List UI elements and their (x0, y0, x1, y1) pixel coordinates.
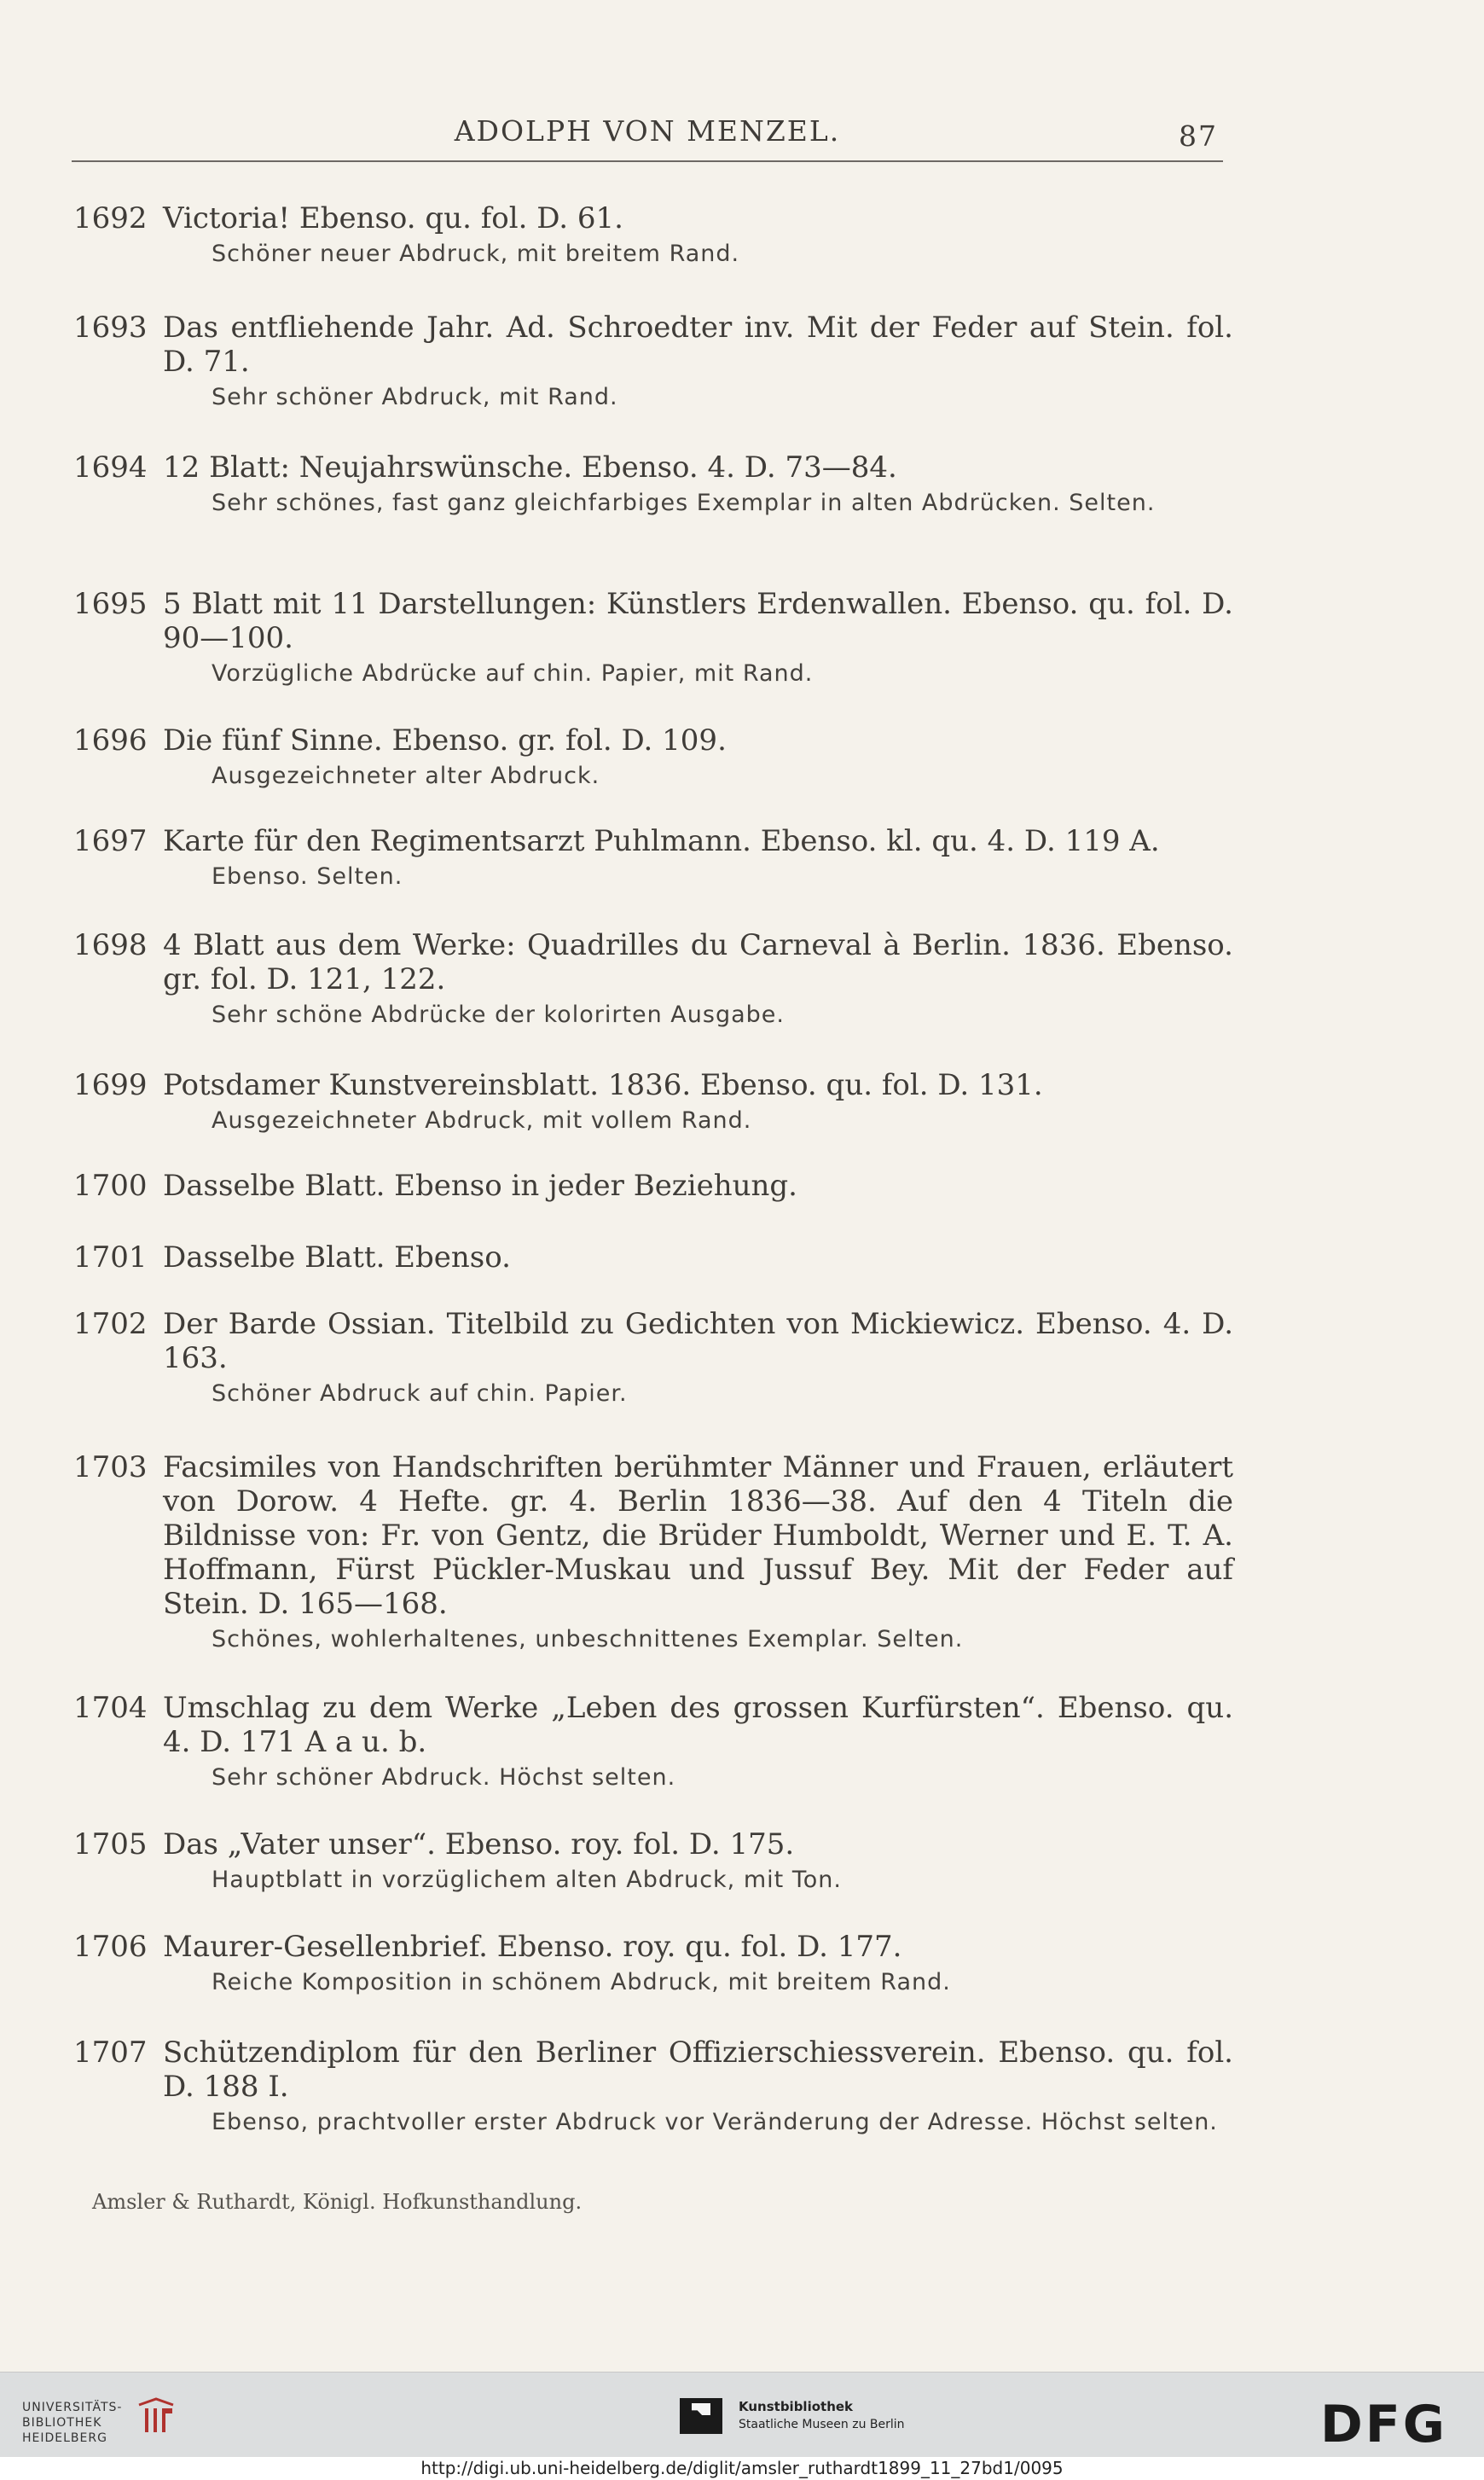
entry-note: Sehr schöner Abdruck, mit Rand. (212, 384, 618, 410)
entry-text: Das „Vater unser“. Ebenso. roy. fol. D. 175. (163, 1827, 795, 1861)
entry-note: Sehr schöner Abdruck. Höchst selten. (212, 1764, 676, 1791)
entry-text: Dasselbe Blatt. Ebenso in jeder Beziehung. (163, 1169, 797, 1203)
entry-text: Karte für den Regimentsarzt Puhlmann. Ebenso. kl. qu. 4. D. 119 A. (163, 824, 1160, 858)
kunstbibliothek-logo-icon (680, 2398, 722, 2434)
uni-line-3: HEIDELBERG (22, 2431, 107, 2445)
page-number: 87 (1179, 119, 1218, 153)
entry-text: Dasselbe Blatt. Ebenso. (163, 1240, 511, 1275)
catalog-entry (73, 450, 1233, 519)
entry-note: Sehr schöne Abdrücke der kolorirten Ausgabe. (212, 1002, 785, 1028)
entry-number: 1703 (73, 1450, 148, 1484)
entry-note: Reiche Komposition in schönem Abdruck, mit breitem Rand. (212, 1969, 951, 1995)
entry-note: Ebenso. Selten. (212, 863, 403, 890)
header-title: ADOLPH VON MENZEL. (454, 114, 841, 148)
entry-text: Potsdamer Kunstvereinsblatt. 1836. Ebenso. qu. fol. D. 131. (163, 1068, 1043, 1102)
entry-text: Der Barde Ossian. Titelbild zu Gedichten von Mickiewicz. Ebenso. 4. D. 163. (163, 1307, 1233, 1375)
entry-text: Facsimiles von Handschriften berühmter Männer und Frauen, erläutert von Dorow. 4 Hefte. gr. 4. Berlin 1836—38. Auf den 4 Titeln die Bildnisse von: Fr. von Gentz, die Brüder Humboldt, Werner und E. T. A. Hoffmann, Fürst Pückler-Muskau und Jussuf Bey. Mit der Feder auf Stein. D. 165—168. (163, 1450, 1233, 1621)
catalog-entry (73, 1307, 1233, 1409)
entry-note: Sehr schönes, fast ganz gleichfarbiges Exemplar in alten Abdrücken. Selten. (212, 490, 1156, 516)
entry-text: Schützendiplom für den Berliner Offizierschiessverein. Ebenso. qu. fol. D. 188 I. (163, 2036, 1233, 2104)
catalog-entry (73, 824, 1233, 892)
header-rule (72, 160, 1223, 162)
kb-title: Kunstbibliothek (739, 2399, 854, 2414)
university-logo-icon (135, 2395, 177, 2437)
catalog-entry (73, 723, 1233, 792)
entry-note: Ausgezeichneter Abdruck, mit vollem Rand. (212, 1107, 752, 1134)
uni-line-1: UNIVERSITÄTS- (22, 2401, 123, 2414)
entry-note: Vorzügliche Abdrücke auf chin. Papier, mit Rand. (212, 660, 814, 687)
catalog-entry (73, 1691, 1233, 1793)
entry-number: 1695 (73, 587, 148, 621)
uni-line-2: BIBLIOTHEK (22, 2416, 102, 2430)
entry-number: 1699 (73, 1068, 148, 1102)
entry-number: 1705 (73, 1827, 148, 1861)
entry-note: Schöner Abdruck auf chin. Papier. (212, 1380, 628, 1407)
catalog-entry (73, 2036, 1233, 2138)
entry-note: Schönes, wohlerhaltenes, unbeschnittenes Exemplar. Selten. (212, 1626, 964, 1652)
entry-note: Ebenso, prachtvoller erster Abdruck vor Veränderung der Adresse. Höchst selten. (212, 2109, 1218, 2135)
entry-note: Schöner neuer Abdruck, mit breitem Rand. (212, 241, 740, 267)
catalog-entry (73, 1827, 1233, 1896)
entry-note: Ausgezeichneter alter Abdruck. (212, 763, 600, 789)
entry-number: 1706 (73, 1930, 148, 1964)
entry-number: 1692 (73, 201, 148, 235)
publisher-line: Amsler & Ruthardt, Königl. Hofkunsthandlung. (92, 2190, 583, 2214)
catalog-entry (73, 311, 1233, 413)
entry-number: 1701 (73, 1240, 148, 1275)
entry-number: 1693 (73, 311, 148, 345)
catalog-entry (73, 1930, 1233, 1998)
entry-number: 1707 (73, 2036, 148, 2070)
university-library-label (22, 2400, 122, 2446)
kunstbibliothek-label (739, 2398, 905, 2433)
kb-subtitle: Staatliche Museen zu Berlin (739, 2418, 905, 2431)
entry-number: 1700 (73, 1169, 148, 1203)
entry-number: 1698 (73, 928, 148, 962)
dfg-logo: DFG (1320, 2395, 1448, 2454)
entry-text: Das entfliehende Jahr. Ad. Schroedter inv. Mit der Feder auf Stein. fol. D. 71. (163, 311, 1233, 379)
catalog-entry (73, 1240, 1233, 1275)
entry-note: Hauptblatt in vorzüglichem alten Abdruck, mit Ton. (212, 1867, 842, 1893)
catalog-entry (73, 1068, 1233, 1136)
entry-text: 4 Blatt aus dem Werke: Quadrilles du Carneval à Berlin. 1836. Ebenso. gr. fol. D. 121, 122. (163, 928, 1233, 996)
catalog-entry (73, 928, 1233, 1031)
entry-text: Victoria! Ebenso. qu. fol. D. 61. (163, 201, 623, 235)
entry-text: Die fünf Sinne. Ebenso. gr. fol. D. 109. (163, 723, 727, 758)
entry-number: 1704 (73, 1691, 148, 1725)
catalog-entry (73, 201, 1233, 270)
running-header (72, 114, 1223, 157)
entry-number: 1697 (73, 824, 148, 858)
catalog-entry (73, 1450, 1233, 1655)
entry-number: 1696 (73, 723, 148, 758)
source-url-link[interactable]: http://digi.ub.uni-heidelberg.de/diglit/amsler_ruthardt1899_11_27bd1/0095 (0, 2457, 1484, 2480)
catalog-entry (73, 587, 1233, 689)
entry-text: 12 Blatt: Neujahrswünsche. Ebenso. 4. D. 73—84. (163, 450, 897, 485)
entry-number: 1702 (73, 1307, 148, 1341)
entry-number: 1694 (73, 450, 148, 485)
entry-text: Umschlag zu dem Werke „Leben des grossen Kurfürsten“. Ebenso. qu. 4. D. 171 A a u. b. (163, 1691, 1233, 1759)
digitization-strip (0, 2372, 1484, 2458)
entry-text: Maurer-Gesellenbrief. Ebenso. roy. qu. fol. D. 177. (163, 1930, 902, 1964)
catalog-entry (73, 1169, 1233, 1203)
entry-text: 5 Blatt mit 11 Darstellungen: Künstlers Erdenwallen. Ebenso. qu. fol. D. 90—100. (163, 587, 1233, 655)
